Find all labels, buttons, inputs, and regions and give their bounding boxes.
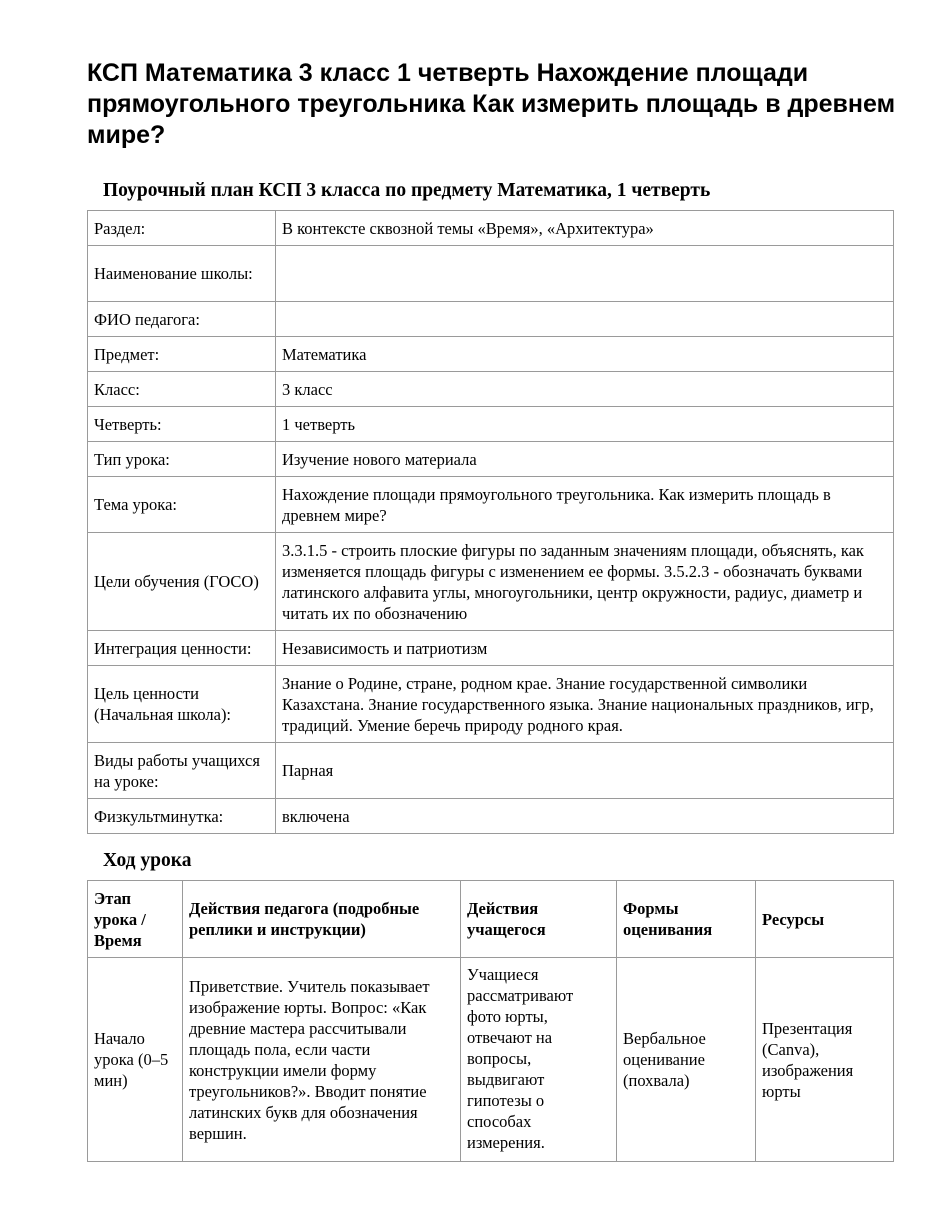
- info-label: Интеграция ценности:: [88, 631, 276, 666]
- info-label: Цели обучения (ГОСО): [88, 533, 276, 631]
- cell-teacher-actions: Приветствие. Учитель показывает изображение юрты. Вопрос: «Как древние мастера рассчитывали площадь пола, если части конструкции имели форму треугольников?». Вводит понятие латинских букв для обозначения вершин.: [183, 958, 461, 1162]
- cell-student-actions: Учащиеся рассматривают фото юрты, отвечают на вопросы, выдвигают гипотезы о способах измерения.: [461, 958, 617, 1162]
- info-row-teacher: [88, 302, 894, 337]
- document-title: КСП Математика 3 класс 1 четверть Нахождение площади прямоугольного треугольника Как измерить площадь в древнем мире?: [87, 59, 896, 149]
- info-value: [276, 246, 894, 302]
- info-label: Класс:: [88, 372, 276, 407]
- info-value: В контексте сквозной темы «Время», «Архитектура»: [276, 211, 894, 246]
- info-value: Знание о Родине, стране, родном крае. Знание государственной символики Казахстана. Знание государственного языка. Знание национальных праздников, игр, традиций. Умение беречь природу родного края.: [276, 666, 894, 743]
- table-row: [88, 958, 894, 1162]
- info-value: 3 класс: [276, 372, 894, 407]
- info-row-value-integration: [88, 631, 894, 666]
- info-value: Нахождение площади прямоугольного треугольника. Как измерить площадь в древнем мире?: [276, 477, 894, 533]
- info-value: Независимость и патриотизм: [276, 631, 894, 666]
- info-value: Парная: [276, 743, 894, 799]
- info-value: [276, 302, 894, 337]
- info-row-subject: [88, 337, 894, 372]
- info-label: Цель ценности (Начальная школа):: [88, 666, 276, 743]
- info-row-section: [88, 211, 894, 246]
- lesson-flow-table: [87, 880, 894, 1162]
- info-label: ФИО педагога:: [88, 302, 276, 337]
- cell-resources: Презентация (Canva), изображения юрты: [756, 958, 894, 1162]
- lesson-header-row: [88, 881, 894, 958]
- info-label: Предмет:: [88, 337, 276, 372]
- info-row-topic: [88, 477, 894, 533]
- info-row-value-goal: [88, 666, 894, 743]
- plan-heading: Поурочный план КСП 3 класса по предмету Математика, 1 четверть: [103, 180, 711, 201]
- lesson-info-table: [87, 210, 894, 834]
- header-student-actions: Действия учащегося: [461, 881, 617, 958]
- lesson-heading: Ход урока: [103, 850, 192, 871]
- header-stage: Этап урока / Время: [88, 881, 183, 958]
- info-row-physical-break: [88, 799, 894, 834]
- info-row-school: [88, 246, 894, 302]
- info-row-work-types: [88, 743, 894, 799]
- info-value: включена: [276, 799, 894, 834]
- info-row-lesson-type: [88, 442, 894, 477]
- cell-stage: Начало урока (0–5 мин): [88, 958, 183, 1162]
- info-label: Физкультминутка:: [88, 799, 276, 834]
- info-value: Математика: [276, 337, 894, 372]
- info-row-grade: [88, 372, 894, 407]
- header-assessment: Формы оценивания: [617, 881, 756, 958]
- info-label: Тема урока:: [88, 477, 276, 533]
- info-row-quarter: [88, 407, 894, 442]
- info-label: Раздел:: [88, 211, 276, 246]
- info-row-learning-goals: [88, 533, 894, 631]
- info-label: Тип урока:: [88, 442, 276, 477]
- header-teacher-actions: Действия педагога (подробные реплики и инструкции): [183, 881, 461, 958]
- info-value: 3.3.1.5 - строить плоские фигуры по заданным значениям площади, объяснять, как изменяется площадь фигуры с изменением ее формы. 3.5.2.3 - обозначать буквами латинского алфавита углы, многоугольники, центр окружности, радиус, диаметр и читать их по обозначению: [276, 533, 894, 631]
- info-value: 1 четверть: [276, 407, 894, 442]
- info-label: Четверть:: [88, 407, 276, 442]
- info-value: Изучение нового материала: [276, 442, 894, 477]
- header-resources: Ресурсы: [756, 881, 894, 958]
- info-label: Виды работы учащихся на уроке:: [88, 743, 276, 799]
- cell-assessment: Вербальное оценивание (похвала): [617, 958, 756, 1162]
- info-label: Наименование школы:: [88, 246, 276, 302]
